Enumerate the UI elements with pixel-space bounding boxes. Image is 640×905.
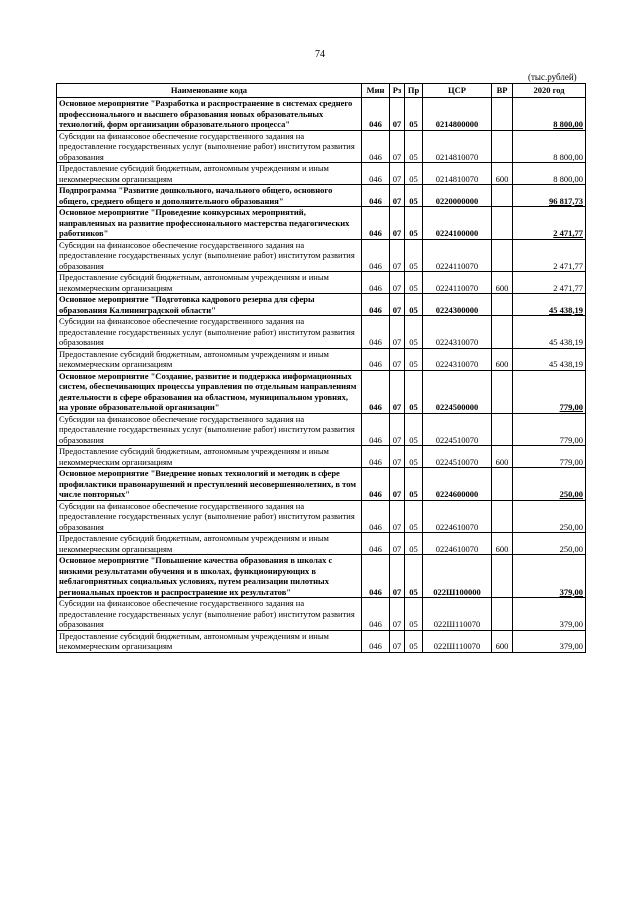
table-row <box>57 163 586 185</box>
cell-vr <box>492 207 513 240</box>
cell-rz: 07 <box>390 500 405 533</box>
cell-amount: 2 471,77 <box>513 207 586 240</box>
cell-vr <box>492 130 513 163</box>
column-header-amount: 2020 год <box>513 84 586 98</box>
cell-pr: 05 <box>405 630 423 652</box>
cell-min: 046 <box>362 555 390 598</box>
cell-name: Предоставление субсидий бюджетным, автономным учреждениям и иным некоммерческим организациям <box>57 348 362 370</box>
cell-name: Основное мероприятие "Разработка и распространение в системах среднего профессионального и высшего образования новых образовательных технологий, форм организации образовательного процесса" <box>57 98 362 131</box>
cell-vr <box>492 239 513 272</box>
table-row <box>57 130 586 163</box>
table-row <box>57 316 586 349</box>
cell-amount: 379,00 <box>513 555 586 598</box>
cell-amount: 45 438,19 <box>513 348 586 370</box>
cell-min: 046 <box>362 294 390 316</box>
column-header-csr: ЦСР <box>423 84 492 98</box>
cell-name: Субсидии на финансовое обеспечение государственного задания на предоставление государственных услуг (выполнение работ) институтом развития образования <box>57 500 362 533</box>
cell-pr: 05 <box>405 239 423 272</box>
cell-rz: 07 <box>390 555 405 598</box>
table-row <box>57 533 586 555</box>
cell-csr: 0224300000 <box>423 294 492 316</box>
cell-rz: 07 <box>390 446 405 468</box>
cell-rz: 07 <box>390 370 405 413</box>
cell-pr: 05 <box>405 316 423 349</box>
cell-vr: 600 <box>492 630 513 652</box>
cell-csr: 022Ш110070 <box>423 598 492 631</box>
cell-name: Предоставление субсидий бюджетным, автономным учреждениям и иным некоммерческим организациям <box>57 446 362 468</box>
column-header-min: Мин <box>362 84 390 98</box>
cell-pr: 05 <box>405 272 423 294</box>
cell-csr: 0224110070 <box>423 272 492 294</box>
cell-rz: 07 <box>390 348 405 370</box>
cell-pr: 05 <box>405 185 423 207</box>
cell-name: Основное мероприятие "Проведение конкурсных мероприятий, направленных на развитие профессионального мастерства педагогических работников" <box>57 207 362 240</box>
cell-csr: 0224610070 <box>423 533 492 555</box>
cell-rz: 07 <box>390 630 405 652</box>
cell-csr: 022Ш100000 <box>423 555 492 598</box>
cell-pr: 05 <box>405 468 423 501</box>
table-row <box>57 446 586 468</box>
cell-pr: 05 <box>405 413 423 446</box>
cell-name: Субсидии на финансовое обеспечение государственного задания на предоставление государственных услуг (выполнение работ) институтом развития образования <box>57 130 362 163</box>
cell-rz: 07 <box>390 163 405 185</box>
column-header-rz: Рз <box>390 84 405 98</box>
cell-csr: 0214810070 <box>423 130 492 163</box>
cell-amount: 8 800,00 <box>513 98 586 131</box>
column-header-vr: ВР <box>492 84 513 98</box>
cell-min: 046 <box>362 348 390 370</box>
cell-pr: 05 <box>405 163 423 185</box>
cell-amount: 8 800,00 <box>513 163 586 185</box>
cell-pr: 05 <box>405 555 423 598</box>
cell-vr: 600 <box>492 348 513 370</box>
column-header-pr: Пр <box>405 84 423 98</box>
cell-amount: 2 471,77 <box>513 239 586 272</box>
cell-vr: 600 <box>492 272 513 294</box>
cell-vr: 600 <box>492 163 513 185</box>
cell-min: 046 <box>362 207 390 240</box>
cell-amount: 779,00 <box>513 446 586 468</box>
table-header-row <box>57 84 586 98</box>
cell-min: 046 <box>362 446 390 468</box>
cell-rz: 07 <box>390 294 405 316</box>
cell-amount: 96 817,73 <box>513 185 586 207</box>
table-row <box>57 500 586 533</box>
cell-min: 046 <box>362 413 390 446</box>
cell-amount: 379,00 <box>513 598 586 631</box>
cell-amount: 45 438,19 <box>513 316 586 349</box>
cell-vr <box>492 555 513 598</box>
cell-vr <box>492 316 513 349</box>
page-number: 74 <box>315 49 325 60</box>
cell-name: Субсидии на финансовое обеспечение государственного задания на предоставление государственных услуг (выполнение работ) институтом развития образования <box>57 598 362 631</box>
column-header-name: Наименование кода <box>57 84 362 98</box>
cell-vr: 600 <box>492 446 513 468</box>
cell-pr: 05 <box>405 500 423 533</box>
cell-csr: 0224600000 <box>423 468 492 501</box>
cell-rz: 07 <box>390 468 405 501</box>
cell-min: 046 <box>362 316 390 349</box>
cell-vr <box>492 294 513 316</box>
cell-min: 046 <box>362 239 390 272</box>
cell-pr: 05 <box>405 370 423 413</box>
units-label: (тыс.рублей) <box>528 72 577 82</box>
cell-amount: 2 471,77 <box>513 272 586 294</box>
cell-rz: 07 <box>390 413 405 446</box>
cell-min: 046 <box>362 185 390 207</box>
cell-rz: 07 <box>390 272 405 294</box>
cell-amount: 779,00 <box>513 370 586 413</box>
table-row <box>57 370 586 413</box>
cell-rz: 07 <box>390 130 405 163</box>
cell-name: Субсидии на финансовое обеспечение государственного задания на предоставление государственных услуг (выполнение работ) институтом развития образования <box>57 239 362 272</box>
cell-pr: 05 <box>405 294 423 316</box>
table-row <box>57 207 586 240</box>
cell-min: 046 <box>362 130 390 163</box>
cell-rz: 07 <box>390 598 405 631</box>
cell-min: 046 <box>362 500 390 533</box>
cell-name: Субсидии на финансовое обеспечение государственного задания на предоставление государственных услуг (выполнение работ) институтом развития образования <box>57 413 362 446</box>
cell-name: Субсидии на финансовое обеспечение государственного задания на предоставление государственных услуг (выполнение работ) институтом развития образования <box>57 316 362 349</box>
cell-pr: 05 <box>405 207 423 240</box>
cell-amount: 250,00 <box>513 468 586 501</box>
cell-amount: 379,00 <box>513 630 586 652</box>
cell-min: 046 <box>362 163 390 185</box>
cell-csr: 0214800000 <box>423 98 492 131</box>
table-row <box>57 294 586 316</box>
cell-name: Основное мероприятие "Внедрение новых технологий и методик в сфере профилактики правонарушений и преступлений несовершеннолетних, в том числе повторных" <box>57 468 362 501</box>
cell-vr <box>492 500 513 533</box>
cell-pr: 05 <box>405 598 423 631</box>
cell-vr <box>492 185 513 207</box>
table-row <box>57 413 586 446</box>
cell-min: 046 <box>362 98 390 131</box>
cell-name: Основное мероприятие "Создание, развитие и поддержка информационных систем, обеспечивающих процессы управления по отдельным направлениям деятельности в сфере образования на областном, муниципальном уровнях, на уровне образовательной организации" <box>57 370 362 413</box>
cell-name: Предоставление субсидий бюджетным, автономным учреждениям и иным некоммерческим организациям <box>57 163 362 185</box>
cell-min: 046 <box>362 272 390 294</box>
cell-name: Предоставление субсидий бюджетным, автономным учреждениям и иным некоммерческим организациям <box>57 272 362 294</box>
cell-vr <box>492 413 513 446</box>
cell-rz: 07 <box>390 98 405 131</box>
cell-name: Основное мероприятие "Повышение качества образования в школах с низкими результатами обучения и в школах, функционирующих в неблагоприятных социальных условиях, путем реализации пилотных региональных проектов и распространение их результатов" <box>57 555 362 598</box>
cell-csr: 0224610070 <box>423 500 492 533</box>
cell-amount: 250,00 <box>513 533 586 555</box>
cell-vr <box>492 468 513 501</box>
cell-amount: 45 438,19 <box>513 294 586 316</box>
cell-vr <box>492 98 513 131</box>
cell-csr: 0224110070 <box>423 239 492 272</box>
cell-rz: 07 <box>390 207 405 240</box>
cell-name: Подпрограмма "Развитие дошкольного, начального общего, основного общего, среднего общего и дополнительного образования" <box>57 185 362 207</box>
cell-rz: 07 <box>390 533 405 555</box>
cell-csr: 0224510070 <box>423 446 492 468</box>
table-row <box>57 468 586 501</box>
cell-csr: 0224310070 <box>423 316 492 349</box>
table-row <box>57 272 586 294</box>
cell-vr <box>492 598 513 631</box>
cell-vr <box>492 370 513 413</box>
cell-amount: 250,00 <box>513 500 586 533</box>
cell-pr: 05 <box>405 446 423 468</box>
cell-csr: 0220000000 <box>423 185 492 207</box>
cell-min: 046 <box>362 598 390 631</box>
table-row <box>57 185 586 207</box>
cell-min: 046 <box>362 533 390 555</box>
cell-amount: 779,00 <box>513 413 586 446</box>
cell-min: 046 <box>362 630 390 652</box>
cell-csr: 0224100000 <box>423 207 492 240</box>
cell-csr: 0224510070 <box>423 413 492 446</box>
cell-csr: 0214810070 <box>423 163 492 185</box>
cell-pr: 05 <box>405 533 423 555</box>
cell-rz: 07 <box>390 239 405 272</box>
table-row <box>57 239 586 272</box>
cell-csr: 022Ш110070 <box>423 630 492 652</box>
table-row <box>57 555 586 598</box>
cell-rz: 07 <box>390 185 405 207</box>
cell-amount: 8 800,00 <box>513 130 586 163</box>
cell-min: 046 <box>362 370 390 413</box>
cell-vr: 600 <box>492 533 513 555</box>
cell-name: Основное мероприятие "Подготовка кадрового резерва для сферы образования Калининградской области" <box>57 294 362 316</box>
table-row <box>57 598 586 631</box>
cell-pr: 05 <box>405 348 423 370</box>
table-row <box>57 98 586 131</box>
budget-table <box>56 83 586 653</box>
table-row <box>57 348 586 370</box>
cell-name: Предоставление субсидий бюджетным, автономным учреждениям и иным некоммерческим организациям <box>57 533 362 555</box>
cell-csr: 0224500000 <box>423 370 492 413</box>
cell-name: Предоставление субсидий бюджетным, автономным учреждениям и иным некоммерческим организациям <box>57 630 362 652</box>
cell-rz: 07 <box>390 316 405 349</box>
cell-pr: 05 <box>405 130 423 163</box>
table-row <box>57 630 586 652</box>
cell-csr: 0224310070 <box>423 348 492 370</box>
cell-min: 046 <box>362 468 390 501</box>
cell-pr: 05 <box>405 98 423 131</box>
